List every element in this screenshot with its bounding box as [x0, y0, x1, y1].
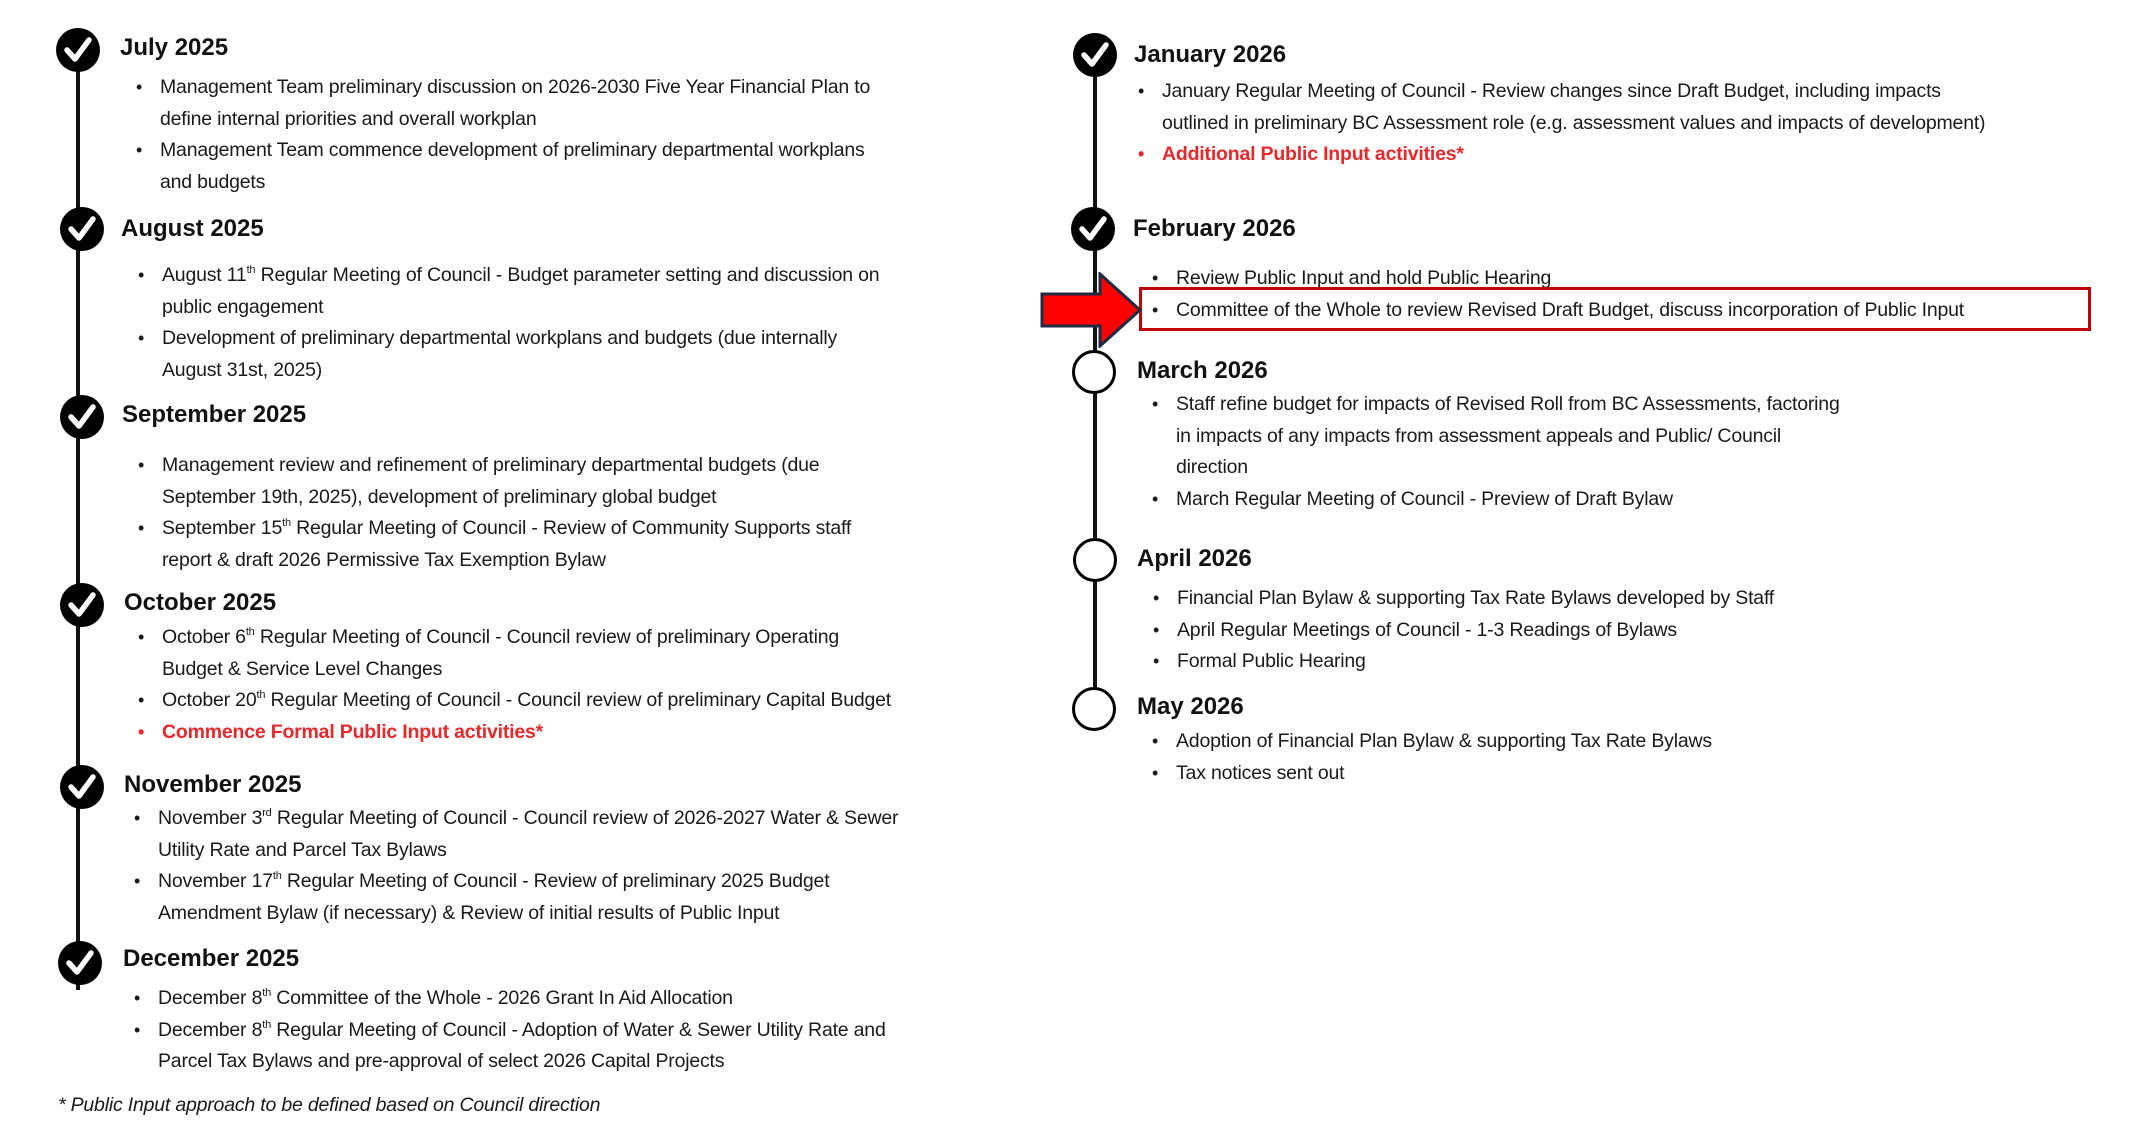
bullet-icon: •: [138, 265, 145, 285]
section-title: March 2026: [1137, 357, 1268, 384]
section-items: [134, 983, 886, 1078]
item-text-rest: Regular Meeting of Council - Review of Community Supports staff: [290, 517, 852, 539]
item-text-rest: Regular Meeting of Council - Adoption of Water & Sewer Utility Rate and: [271, 1018, 886, 1041]
item-text-rest: Regular Meeting of Council - Review of preliminary 2025 Budget: [281, 870, 830, 892]
item-text: Management Team commence development of preliminary departmental workplans: [160, 139, 865, 161]
section-items: [138, 450, 851, 576]
item-text: Management Team preliminary discussion on 2026-2030 Five Year Financial Plan to: [160, 76, 871, 98]
check-circle-icon: [1072, 32, 1118, 78]
check-circle-icon: [59, 394, 105, 440]
item-text-continued: Utility Rate and Parcel Tax Bylaws: [158, 838, 447, 861]
bullet-icon: •: [138, 721, 145, 742]
item-text-continued: define internal priorities and overall workplan: [160, 107, 537, 130]
check-circle-icon: [55, 27, 101, 73]
section-title: September 2025: [122, 401, 307, 428]
list-item: [138, 513, 851, 576]
item-text-continued: outlined in preliminary BC Assessment role (e.g. assessment values and impacts of development): [1162, 111, 1986, 134]
item-text: December 8: [158, 987, 263, 1009]
list-item: [1153, 646, 1774, 678]
list-item: [138, 323, 879, 386]
check-circle-icon: [59, 206, 105, 252]
bullet-icon: •: [134, 871, 141, 891]
list-item: [134, 866, 898, 929]
bullet-icon: •: [138, 328, 145, 348]
list-item: [1152, 389, 1840, 484]
bullet-icon: •: [138, 455, 145, 475]
list-item: [138, 450, 851, 513]
item-text-continued: report & draft 2026 Permissive Tax Exemption Bylaw: [162, 548, 606, 571]
section-title: December 2025: [123, 945, 300, 972]
footnote: * Public Input approach to be defined based on Council direction: [58, 1094, 601, 1116]
item-text-continued: Amendment Bylaw (if necessary) & Review of initial results of Public Input: [158, 901, 780, 924]
item-text: October 6: [162, 626, 246, 648]
item-superscript: th: [245, 626, 255, 638]
bullet-icon: •: [138, 690, 145, 710]
bullet-icon: •: [1153, 651, 1160, 671]
item-text: Commence Formal Public Input activities*: [162, 720, 544, 743]
list-item: [134, 803, 898, 866]
list-item: [134, 983, 886, 1015]
item-text: November 17: [158, 870, 273, 892]
list-item: [1138, 139, 1985, 171]
timeline-line-left: [76, 48, 80, 990]
bullet-icon: •: [1138, 81, 1145, 101]
list-item: [1153, 583, 1774, 615]
item-text: Management review and refinement of preliminary departmental budgets (due: [162, 454, 820, 476]
item-text-continued: public engagement: [162, 295, 324, 318]
item-text: January Regular Meeting of Council - Review changes since Draft Budget, including impacts: [1162, 80, 1941, 102]
item-text: October 20: [162, 689, 257, 711]
item-text: August 11: [162, 264, 247, 286]
list-item: [138, 685, 891, 717]
section-title: August 2025: [121, 215, 264, 242]
section-items: [136, 72, 870, 198]
bullet-icon: •: [1152, 394, 1159, 414]
list-item: [138, 260, 879, 323]
section-title: May 2026: [1137, 693, 1244, 720]
item-text-continued: Budget & Service Level Changes: [162, 657, 443, 680]
bullet-icon: •: [1152, 299, 1159, 320]
item-text: December 8: [158, 1018, 263, 1041]
item-text: Adoption of Financial Plan Bylaw & supporting Tax Rate Bylaws: [1176, 730, 1712, 752]
list-item: [1153, 615, 1774, 647]
empty-circle-icon: [1071, 686, 1117, 732]
list-item: [1152, 758, 1712, 790]
list-item: [136, 135, 870, 198]
item-text-rest: Regular Meeting of Council - Budget parameter setting and discussion on: [255, 264, 880, 286]
list-item: [1138, 76, 1985, 139]
item-superscript: th: [256, 689, 266, 701]
section-title: October 2025: [124, 589, 277, 616]
section-items: [134, 803, 898, 929]
bullet-icon: •: [1152, 731, 1159, 751]
section-title: July 2025: [120, 34, 229, 61]
item-text-continued: September 19th, 2025), development of preliminary global budget: [162, 485, 717, 508]
bullet-icon: •: [1153, 619, 1160, 640]
item-superscript: th: [262, 987, 271, 999]
check-circle-icon: [59, 764, 105, 810]
item-text: November 3: [158, 807, 263, 829]
item-text: Staff refine budget for impacts of Revised Roll from BC Assessments, factoring: [1176, 393, 1840, 415]
bullet-icon: •: [136, 140, 143, 160]
empty-circle-icon: [1071, 349, 1117, 395]
section-title: January 2026: [1134, 41, 1287, 68]
section-items: [1152, 389, 1840, 515]
list-item: [138, 622, 891, 685]
check-circle-icon: [57, 940, 103, 986]
arrow-pointer-icon: [1040, 272, 1144, 348]
bullet-icon: •: [134, 808, 141, 828]
bullet-icon: •: [1152, 762, 1159, 783]
section-title: April 2026: [1137, 545, 1252, 572]
item-text-rest: Regular Meeting of Council - Council review of preliminary Capital Budget: [265, 689, 892, 711]
bullet-icon: •: [1153, 588, 1160, 608]
item-superscript: th: [246, 264, 256, 276]
item-text: September 15: [162, 517, 283, 539]
section-items: [1138, 76, 1985, 171]
item-superscript: th: [272, 870, 282, 882]
item-text-continued: and budgets: [160, 170, 266, 193]
item-text-continued: in impacts of any impacts from assessment appeals and Public/ Council direction: [1176, 424, 1782, 478]
section-title: November 2025: [124, 771, 302, 798]
section-items: [138, 622, 891, 748]
item-text-rest: Committee of the Whole - 2026 Grant In Aid Allocation: [271, 987, 733, 1009]
bullet-icon: •: [1138, 144, 1145, 164]
check-circle-icon: [59, 582, 105, 628]
list-item: [138, 717, 891, 749]
bullet-icon: •: [136, 77, 143, 97]
bullet-icon: •: [1152, 268, 1159, 288]
bullet-icon: •: [134, 1019, 141, 1040]
section-items: [1153, 583, 1774, 678]
item-superscript: th: [262, 1018, 271, 1031]
bullet-icon: •: [134, 988, 141, 1008]
item-text: Additional Public Input activities*: [1162, 143, 1464, 165]
item-text-rest: Regular Meeting of Council - Council review of 2026-2027 Water & Sewer: [271, 807, 899, 829]
bullet-icon: •: [1152, 488, 1159, 509]
item-text-continued: Parcel Tax Bylaws and pre-approval of select 2026 Capital Projects: [158, 1050, 725, 1072]
item-text: Tax notices sent out: [1176, 761, 1345, 784]
item-text: Review Public Input and hold Public Hearing: [1176, 267, 1552, 289]
item-text: Committee of the Whole to review Revised Draft Budget, discuss incorporation of Public Input: [1176, 298, 1964, 321]
list-item: [136, 72, 870, 135]
item-superscript: rd: [262, 807, 272, 819]
section-title: February 2026: [1133, 215, 1296, 242]
empty-circle-icon: [1072, 537, 1118, 583]
bullet-icon: •: [138, 627, 145, 647]
bullet-icon: •: [138, 518, 145, 538]
item-text: April Regular Meetings of Council - 1-3 Readings of Bylaws: [1177, 618, 1677, 641]
item-text: Formal Public Hearing: [1177, 650, 1366, 672]
item-text: Development of preliminary departmental workplans and budgets (due internally: [162, 327, 838, 349]
list-item: [1152, 726, 1712, 758]
item-text: Financial Plan Bylaw & supporting Tax Rate Bylaws developed by Staff: [1177, 587, 1775, 609]
list-item: [134, 1015, 886, 1078]
item-superscript: th: [282, 517, 291, 529]
highlight-box: [1139, 287, 2091, 331]
section-items: [138, 260, 879, 386]
item-text: March Regular Meeting of Council - Preview of Draft Bylaw: [1176, 487, 1673, 510]
section-items: [1152, 726, 1712, 789]
item-text-rest: Regular Meeting of Council - Council review of preliminary Operating: [254, 626, 840, 648]
item-text-continued: August 31st, 2025): [162, 358, 323, 381]
list-item: [1152, 484, 1840, 516]
check-circle-icon: [1070, 206, 1116, 252]
